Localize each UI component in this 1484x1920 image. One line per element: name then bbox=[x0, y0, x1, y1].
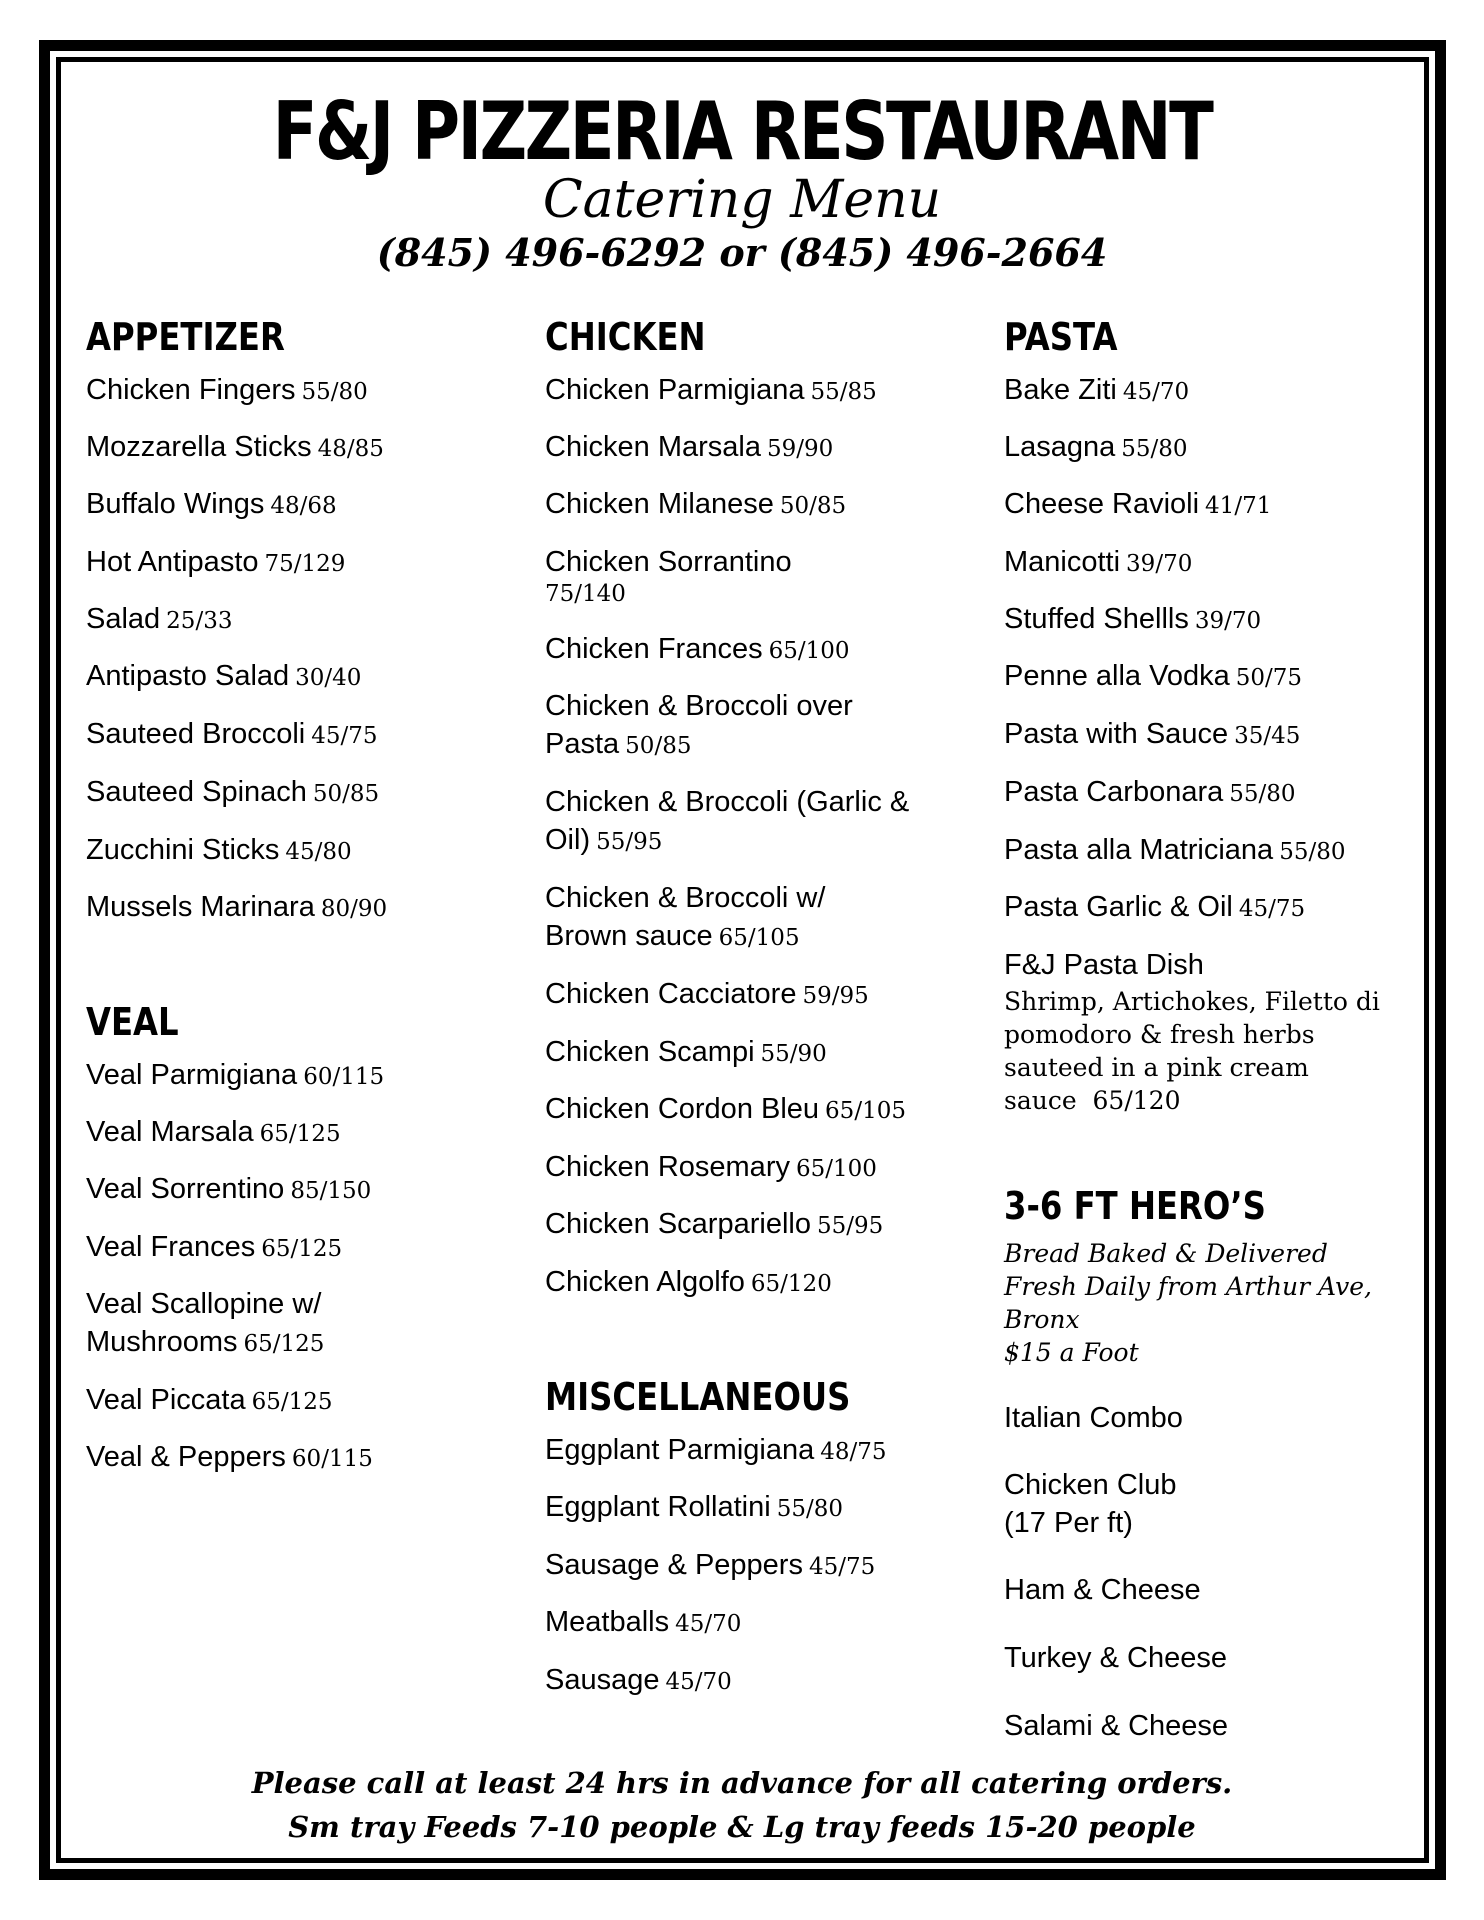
menu-item: Chicken & Broccoli (Garlic & Oil) 55/95 bbox=[545, 786, 910, 856]
menu-item: Veal Parmigiana 60/115 bbox=[86, 1059, 385, 1091]
menu-item: Mussels Marinara 80/90 bbox=[86, 891, 388, 923]
menu-item: Antipasto Salad 30/40 bbox=[86, 660, 362, 692]
menu-item: Italian Combo bbox=[1004, 1402, 1183, 1434]
menu-item: Chicken Fingers 55/80 bbox=[86, 374, 368, 406]
restaurant-title: F&J PIZZERIA RESTAURANT bbox=[272, 85, 1212, 178]
menu-item: Sausage & Peppers 45/75 bbox=[545, 1549, 876, 1581]
menu-item: Bake Ziti 45/70 bbox=[1004, 374, 1190, 406]
special-description: Shrimp, Artichokes, Filetto di pomodoro & fresh herbs sauteed in a pink cream sauce 65/120 bbox=[1004, 987, 1380, 1115]
menu-item: Chicken & Broccoli over Pasta 50/85 bbox=[545, 690, 853, 760]
menu-item: Eggplant Parmigiana 48/75 bbox=[545, 1434, 887, 1466]
menu-item: Chicken Parmigiana 55/85 bbox=[545, 374, 877, 406]
menu-item: Veal Piccata 65/125 bbox=[86, 1384, 333, 1416]
section-title-miscellaneous: MISCELLANEOUS bbox=[545, 1375, 851, 1419]
menu-item: Buffalo Wings 48/68 bbox=[86, 488, 337, 520]
menu-item: Eggplant Rollatini 55/80 bbox=[545, 1491, 843, 1523]
menu-item: Sauteed Broccoli 45/75 bbox=[86, 718, 378, 750]
menu-item: Chicken Milanese 50/85 bbox=[545, 488, 847, 520]
menu-item: Ham & Cheese bbox=[1004, 1574, 1201, 1606]
menu-item: Pasta Carbonara 55/80 bbox=[1004, 776, 1296, 808]
menu-item: Mozzarella Sticks 48/85 bbox=[86, 431, 384, 463]
footer-notice: Please call at least 24 hrs in advance for all catering orders. bbox=[251, 1766, 1233, 1800]
menu-item: Penne alla Vodka 50/75 bbox=[1004, 660, 1303, 692]
menu-item: Chicken Rosemary 65/100 bbox=[545, 1151, 877, 1183]
menu-item: Chicken Sorrantino 75/140 bbox=[545, 546, 792, 607]
menu-item: Turkey & Cheese bbox=[1004, 1642, 1227, 1674]
menu-item: Chicken Scampi 55/90 bbox=[545, 1036, 827, 1068]
menu-subtitle: Catering Menu bbox=[542, 170, 942, 230]
menu-item: Chicken Club (17 Per ft) bbox=[1004, 1469, 1177, 1539]
menu-item: Chicken & Broccoli w/ Brown sauce 65/105 bbox=[545, 882, 826, 952]
menu-item: Sausage 45/70 bbox=[545, 1664, 732, 1696]
section-title-chicken: CHICKEN bbox=[545, 315, 706, 359]
menu-item: Chicken Marsala 59/90 bbox=[545, 431, 834, 463]
menu-item: Manicotti 39/70 bbox=[1004, 546, 1193, 578]
section-title-veal: VEAL bbox=[86, 1000, 179, 1044]
menu-item: Salami & Cheese bbox=[1004, 1710, 1229, 1742]
menu-item: Chicken Cordon Bleu 65/105 bbox=[545, 1093, 906, 1125]
menu-item: Veal Marsala 65/125 bbox=[86, 1116, 341, 1148]
menu-item: Meatballs 45/70 bbox=[545, 1606, 742, 1638]
menu-item: Hot Antipasto 75/129 bbox=[86, 546, 346, 578]
section-title-heros: 3-6 FT HERO’S bbox=[1004, 1184, 1266, 1228]
menu-item: Pasta with Sauce 35/45 bbox=[1004, 718, 1301, 750]
hero-note: Bread Baked & Delivered Fresh Daily from Arthur Ave, Bronx $15 a Foot bbox=[1004, 1239, 1372, 1367]
phone-numbers: (845) 496-6292 or (845) 496-2664 bbox=[376, 230, 1108, 275]
menu-item: Veal & Peppers 60/115 bbox=[86, 1441, 373, 1473]
menu-item: Zucchini Sticks 45/80 bbox=[86, 834, 352, 866]
section-title-pasta: PASTA bbox=[1004, 315, 1118, 359]
menu-item: Cheese Ravioli 41/71 bbox=[1004, 488, 1272, 520]
menu-item: Stuffed Shellls 39/70 bbox=[1004, 603, 1262, 635]
menu-item: Pasta Garlic & Oil 45/75 bbox=[1004, 891, 1306, 923]
footer-tray-sizes: Sm tray Feeds 7-10 people & Lg tray feeds 15-20 people bbox=[288, 1810, 1196, 1844]
menu-item: Chicken Algolfo 65/120 bbox=[545, 1266, 832, 1298]
menu-item: Chicken Scarpariello 55/95 bbox=[545, 1208, 884, 1240]
menu-item: Chicken Cacciatore 59/95 bbox=[545, 978, 869, 1010]
menu-item: Lasagna 55/80 bbox=[1004, 431, 1188, 463]
menu-item-special: F&J Pasta Dish bbox=[1004, 949, 1204, 981]
menu-item: Veal Sorrentino 85/150 bbox=[86, 1173, 372, 1205]
menu-item: Salad 25/33 bbox=[86, 603, 233, 635]
menu-item: Chicken Frances 65/100 bbox=[545, 633, 850, 665]
menu-item: Sauteed Spinach 50/85 bbox=[86, 776, 380, 808]
menu-item: Veal Scallopine w/ Mushrooms 65/125 bbox=[86, 1288, 325, 1358]
section-title-appetizer: APPETIZER bbox=[86, 315, 285, 359]
menu-item: Veal Frances 65/125 bbox=[86, 1231, 343, 1263]
menu-item: Pasta alla Matriciana 55/80 bbox=[1004, 834, 1346, 866]
